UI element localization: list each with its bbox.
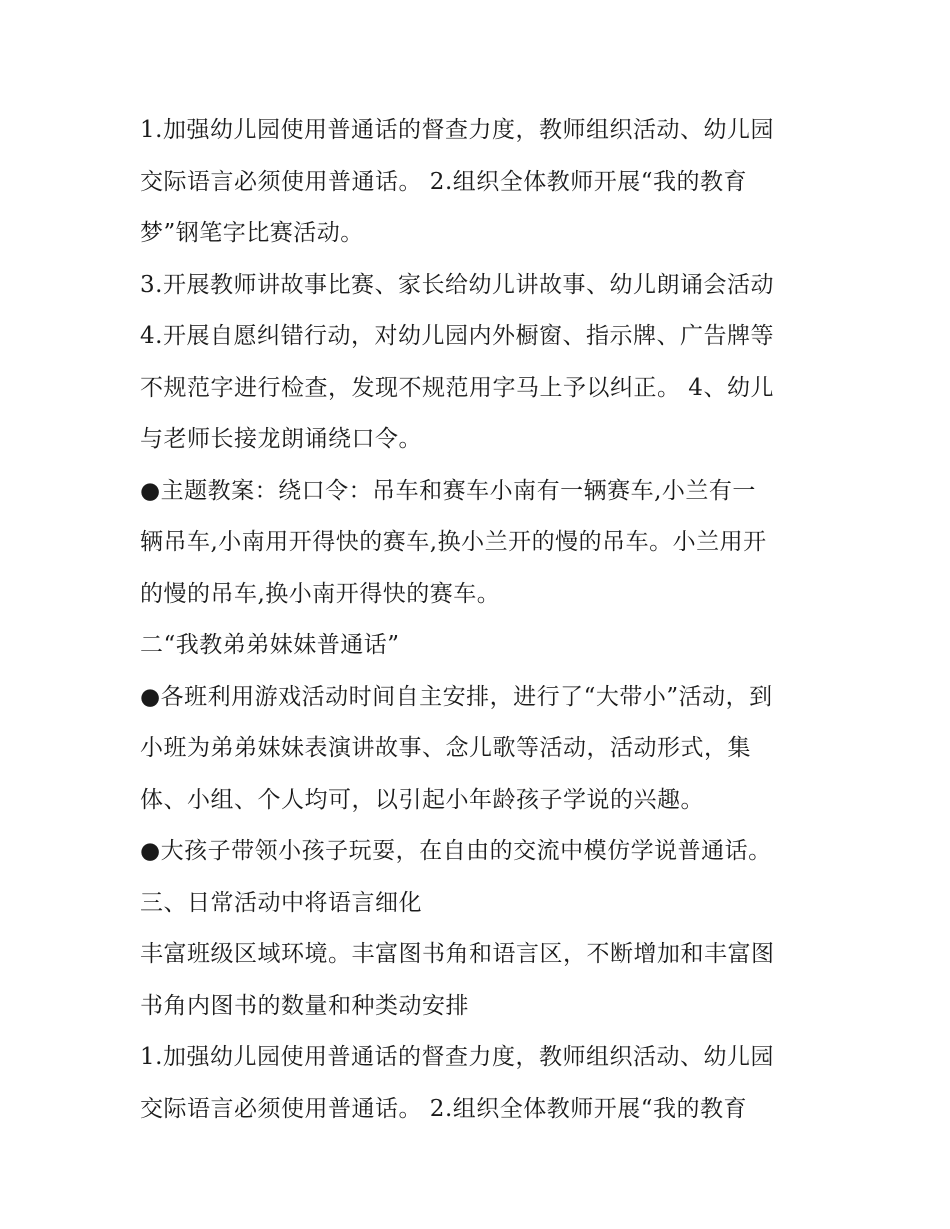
text-line: 1.加强幼儿园使用普通话的督查力度，教师组织活动、幼儿园 bbox=[140, 117, 774, 143]
text-line: 梦”钢笔字比赛活动。 bbox=[140, 220, 364, 246]
text-line: 3.开展教师讲故事比赛、家长给幼儿讲故事、幼儿朗诵会活动 bbox=[140, 271, 774, 298]
text-line: 交际语言必须使用普通话。 2.组织全体教师开展“我的教育 bbox=[140, 1095, 748, 1122]
text-line: 丰富班级区域环境。丰富图书角和语言区，不断增加和丰富图 bbox=[140, 941, 775, 967]
text-line: 4.开展自愿纠错行动，对幼儿园内外橱窗、指示牌、广告牌等 bbox=[140, 323, 774, 349]
text-line: ●主题教案：绕口令：吊车和赛车小南有一辆赛车,小兰有一 bbox=[140, 477, 756, 504]
text-line: 书角内图书的数量和种类动安排 bbox=[140, 992, 469, 1019]
text-line: 小班为弟弟妹妹表演讲故事、念儿歌等活动，活动形式，集 bbox=[140, 735, 751, 761]
text-line: 与老师长接龙朗诵绕口令。 bbox=[140, 426, 422, 452]
text-line: 交际语言必须使用普通话。 2.组织全体教师开展“我的教育 bbox=[140, 168, 748, 195]
text-line: 辆吊车,小南用开得快的赛车,换小兰开的慢的吊车。小兰用开 bbox=[140, 529, 767, 555]
text-line: 1.加强幼儿园使用普通话的督查力度，教师组织活动、幼儿园 bbox=[140, 1044, 774, 1070]
text-line: ●各班利用游戏活动时间自主安排，进行了“大带小”活动，到 bbox=[140, 683, 773, 710]
section-heading: 二“我教弟弟妹妹普通话” bbox=[140, 632, 400, 658]
text-line: 体、小组、个人均可，以引起小年龄孩子学说的兴趣。 bbox=[140, 786, 704, 813]
document-body bbox=[140, 105, 820, 1135]
section-heading: 三、日常活动中将语言细化 bbox=[140, 889, 422, 916]
text-line: 不规范字进行检查，发现不规范用字马上予以纠正。 4、幼儿 bbox=[140, 374, 774, 401]
text-line: ●大孩子带领小孩子玩耍，在自由的交流中模仿学说普通话。 bbox=[140, 838, 772, 864]
text-line: 的慢的吊车,换小南开得快的赛车。 bbox=[140, 580, 501, 607]
